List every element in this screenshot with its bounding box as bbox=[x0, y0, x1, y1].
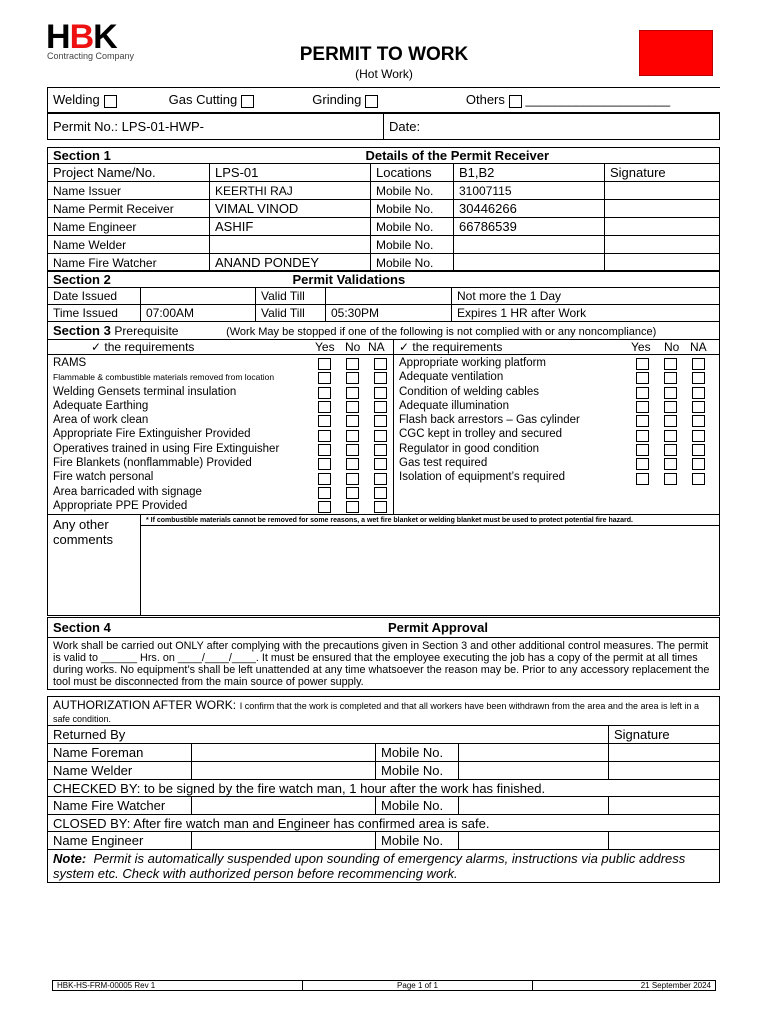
receiver-mobile-value[interactable]: 30446266 bbox=[454, 200, 605, 218]
left-yes-label: Yes bbox=[315, 340, 335, 354]
left-checkbox-grid bbox=[318, 357, 387, 514]
engineer-mobile-label: Mobile No. bbox=[371, 218, 454, 236]
section-2-title: Section 2 bbox=[48, 271, 326, 288]
receiver-signature[interactable] bbox=[605, 200, 720, 218]
left-req-header: ✓ the requirements Yes No NA bbox=[48, 340, 394, 355]
left-requirement-9: Area barricaded with signage bbox=[53, 485, 202, 498]
right-req-header: ✓ the requirements Yes No NA bbox=[394, 340, 720, 355]
auth-fire-watcher-signature[interactable] bbox=[609, 797, 720, 815]
right-req-2-no-checkbox[interactable] bbox=[664, 387, 677, 399]
work-type-welding[interactable]: Welding bbox=[53, 92, 165, 107]
left-na-label: NA bbox=[368, 340, 385, 354]
left-requirements bbox=[48, 355, 394, 515]
auth-engineer-signature[interactable] bbox=[609, 832, 720, 850]
fire-watcher-signature[interactable] bbox=[605, 254, 720, 272]
left-req-9-na-checkbox[interactable] bbox=[374, 487, 387, 499]
right-req-2-yes-checkbox[interactable] bbox=[636, 387, 649, 399]
foreman-mobile-value[interactable] bbox=[459, 744, 609, 762]
work-type-row bbox=[48, 88, 721, 113]
right-req-6-no-checkbox[interactable] bbox=[664, 444, 677, 456]
authorization-table bbox=[47, 696, 720, 883]
fire-watcher-label: Name Fire Watcher bbox=[48, 254, 210, 272]
returned-by-label: Returned By bbox=[48, 726, 609, 744]
section-2-heading: Permit Validations bbox=[326, 271, 720, 288]
note-box bbox=[48, 850, 720, 883]
date-issued-label: Date Issued bbox=[48, 288, 141, 305]
left-req-4-yes-checkbox[interactable] bbox=[318, 415, 331, 427]
left-req-1-na-checkbox[interactable] bbox=[374, 372, 387, 384]
permit-no-table bbox=[47, 113, 720, 140]
left-req-10-no-checkbox[interactable] bbox=[346, 501, 359, 513]
section-4-text: Work shall be carried out ONLY after complying with the precautions given in Section 3 and other additional control measures. The permit is valid to ______ Hrs. on ____/____/____. It must be ensured that the employee executing the job has a copy of the permit at all times during works. No equipment’s shall be left unattended at any time whatsoever the reason may be. Prior to any accessory replacement the tool must be disconnected from the main source of power supply. bbox=[48, 638, 720, 690]
engineer-value[interactable]: ASHIF bbox=[210, 218, 371, 236]
foreman-signature[interactable] bbox=[609, 744, 720, 762]
gas-cutting-checkbox[interactable] bbox=[241, 95, 254, 108]
right-req-5-na-checkbox[interactable] bbox=[692, 430, 705, 442]
fire-watcher-mobile-value[interactable] bbox=[454, 254, 605, 272]
left-no-label: No bbox=[345, 340, 361, 354]
fire-watcher-mobile-label: Mobile No. bbox=[371, 254, 454, 272]
left-req-5-no-checkbox[interactable] bbox=[346, 430, 359, 442]
signature-label: Signature bbox=[605, 164, 720, 182]
authorization-text: I confirm that the work is completed and that all workers have been withdrawn from the area and the area is left in a safe condition. bbox=[53, 701, 699, 724]
foreman-mobile-label: Mobile No. bbox=[376, 744, 459, 762]
section-3-prereq: Prerequisite bbox=[114, 324, 179, 338]
section-4-title: Section 4 bbox=[53, 620, 111, 635]
fire-watcher-value[interactable]: ANAND PONDEY bbox=[210, 254, 371, 272]
foreman-label: Name Foreman bbox=[48, 744, 192, 762]
section-1-heading: Details of the Permit Receiver bbox=[454, 148, 720, 164]
left-req-10-yes-checkbox[interactable] bbox=[318, 501, 331, 513]
right-req-8-no-checkbox[interactable] bbox=[664, 473, 677, 485]
footer-page: Page 1 of 1 bbox=[303, 981, 533, 991]
right-req-4-no-checkbox[interactable] bbox=[664, 415, 677, 427]
footer-date: 21 September 2024 bbox=[533, 981, 716, 991]
logo-letter-b: B bbox=[69, 18, 94, 56]
right-req-4-na-checkbox[interactable] bbox=[692, 415, 705, 427]
left-req-6-no-checkbox[interactable] bbox=[346, 444, 359, 456]
left-req-8-no-checkbox[interactable] bbox=[346, 473, 359, 485]
left-req-4-na-checkbox[interactable] bbox=[374, 415, 387, 427]
auth-welder-mobile-value[interactable] bbox=[459, 762, 609, 780]
project-name-value[interactable]: LPS-01 bbox=[210, 164, 371, 182]
logo-letter-h: H bbox=[46, 18, 70, 56]
right-req-7-yes-checkbox[interactable] bbox=[636, 458, 649, 470]
time-issued-value[interactable]: 07:00AM bbox=[141, 305, 256, 322]
right-req-1-yes-checkbox[interactable] bbox=[636, 372, 649, 384]
checked-by-text: CHECKED BY: to be signed by the fire watch man, 1 hour after the work has finished. bbox=[48, 780, 720, 797]
section-2-table bbox=[47, 270, 720, 322]
right-req-3-no-checkbox[interactable] bbox=[664, 401, 677, 413]
note-label: Note: bbox=[53, 851, 87, 866]
right-requirement-5: CGC kept in trolley and secured bbox=[399, 428, 562, 441]
permit-no-field[interactable]: Permit No.: LPS-01-HWP- bbox=[48, 114, 384, 140]
issuer-value[interactable]: KEERTHI RAJ bbox=[210, 182, 371, 200]
left-req-2-no-checkbox[interactable] bbox=[346, 387, 359, 399]
time-issued-label: Time Issued bbox=[48, 305, 141, 322]
footer-doc-number: HBK-HS-FRM-00005 Rev 1 bbox=[53, 981, 303, 991]
right-requirement-2: Condition of welding cables bbox=[399, 385, 540, 398]
valid-till-time-value[interactable]: 05:30PM bbox=[326, 305, 452, 322]
auth-welder-mobile-label: Mobile No. bbox=[376, 762, 459, 780]
right-req-8-yes-checkbox[interactable] bbox=[636, 473, 649, 485]
red-status-box bbox=[639, 30, 713, 76]
authorization-title: AUTHORIZATION AFTER WORK: bbox=[53, 698, 237, 712]
receiver-value[interactable]: VIMAL VINOD bbox=[210, 200, 371, 218]
section-1-title: Section 1 bbox=[48, 148, 454, 164]
issuer-mobile-label: Mobile No. bbox=[371, 182, 454, 200]
welder-value[interactable] bbox=[210, 236, 371, 254]
grinding-checkbox[interactable] bbox=[365, 95, 378, 108]
right-req-7-na-checkbox[interactable] bbox=[692, 458, 705, 470]
receiver-mobile-label: Mobile No. bbox=[371, 200, 454, 218]
auth-welder-label: Name Welder bbox=[48, 762, 192, 780]
left-req-9-yes-checkbox[interactable] bbox=[318, 487, 331, 499]
left-requirement-7: Fire Blankets (nonflammable) Provided bbox=[53, 457, 252, 470]
date-field[interactable]: Date: bbox=[384, 114, 720, 140]
left-requirement-0: RAMS bbox=[53, 357, 87, 369]
left-requirement-2: Welding Gensets terminal insulation bbox=[53, 385, 237, 398]
left-req-1-yes-checkbox[interactable] bbox=[318, 372, 331, 384]
left-req-7-yes-checkbox[interactable] bbox=[318, 458, 331, 470]
right-req-1-na-checkbox[interactable] bbox=[692, 372, 705, 384]
others-line[interactable]: ____________________ bbox=[525, 92, 671, 108]
left-req-8-yes-checkbox[interactable] bbox=[318, 473, 331, 485]
right-req-3-na-checkbox[interactable] bbox=[692, 401, 705, 413]
project-name-label: Project Name/No. bbox=[48, 164, 210, 182]
auth-engineer-mobile-value[interactable] bbox=[459, 832, 609, 850]
locations-value[interactable]: B1,B2 bbox=[454, 164, 605, 182]
right-req-3-yes-checkbox[interactable] bbox=[636, 401, 649, 413]
left-requirement-10: Appropriate PPE Provided bbox=[53, 499, 188, 512]
left-req-6-na-checkbox[interactable] bbox=[374, 444, 387, 456]
left-req-7-na-checkbox[interactable] bbox=[374, 458, 387, 470]
logo-subtitle: Contracting Company bbox=[47, 51, 135, 61]
auth-fire-watcher-mobile-label: Mobile No. bbox=[376, 797, 459, 815]
left-req-0-na-checkbox[interactable] bbox=[374, 358, 387, 370]
right-req-8-na-checkbox[interactable] bbox=[692, 473, 705, 485]
work-type-grinding[interactable]: Grinding bbox=[312, 92, 462, 107]
right-req-5-no-checkbox[interactable] bbox=[664, 430, 677, 442]
auth-fire-watcher-value[interactable] bbox=[192, 797, 376, 815]
auth-engineer-label: Name Engineer bbox=[48, 832, 192, 850]
right-na-label: NA bbox=[690, 340, 707, 354]
receiver-label: Name Permit Receiver bbox=[48, 200, 210, 218]
left-req-8-na-checkbox[interactable] bbox=[374, 473, 387, 485]
right-requirement-4: Flash back arrestors – Gas cylinder bbox=[399, 414, 580, 427]
auth-fire-watcher-mobile-value[interactable] bbox=[459, 797, 609, 815]
section-4-table bbox=[47, 617, 720, 690]
logo-letter-k: K bbox=[93, 18, 117, 56]
other-comments-label: Any other comments bbox=[48, 515, 141, 616]
welder-label: Name Welder bbox=[48, 236, 210, 254]
valid-till-time-label: Valid Till bbox=[256, 305, 326, 322]
left-req-2-na-checkbox[interactable] bbox=[374, 387, 387, 399]
work-type-table bbox=[47, 87, 720, 113]
left-req-3-na-checkbox[interactable] bbox=[374, 401, 387, 413]
note-text: Permit is automatically suspended upon sounding of emergency alarms, instructions via public address system etc. Check with authorized person before recommencing work. bbox=[53, 851, 686, 881]
left-req-1-no-checkbox[interactable] bbox=[346, 372, 359, 384]
left-requirement-4: Area of work clean bbox=[53, 414, 149, 427]
right-req-4-yes-checkbox[interactable] bbox=[636, 415, 649, 427]
right-req-0-no-checkbox[interactable] bbox=[664, 358, 677, 370]
left-req-0-yes-checkbox[interactable] bbox=[318, 358, 331, 370]
page-title: PERMIT TO WORK bbox=[299, 44, 469, 65]
auth-signature-label: Signature bbox=[609, 726, 720, 744]
others-checkbox[interactable] bbox=[509, 95, 522, 108]
right-req-2-na-checkbox[interactable] bbox=[692, 387, 705, 399]
section-3-table bbox=[47, 321, 720, 616]
expires-text: Expires 1 HR after Work bbox=[452, 305, 720, 322]
right-req-0-yes-checkbox[interactable] bbox=[636, 358, 649, 370]
page-subtitle: (Hot Work) bbox=[355, 67, 413, 81]
auth-fire-watcher-label: Name Fire Watcher bbox=[48, 797, 192, 815]
right-req-6-na-checkbox[interactable] bbox=[692, 444, 705, 456]
right-req-7-no-checkbox[interactable] bbox=[664, 458, 677, 470]
locations-label: Locations bbox=[371, 164, 454, 182]
engineer-signature[interactable] bbox=[605, 218, 720, 236]
welder-mobile-value[interactable] bbox=[454, 236, 605, 254]
work-type-others[interactable]: Others ____________________ bbox=[465, 92, 671, 108]
section-4-heading: Permit Approval bbox=[388, 620, 488, 635]
left-req-3-yes-checkbox[interactable] bbox=[318, 401, 331, 413]
left-req-2-yes-checkbox[interactable] bbox=[318, 387, 331, 399]
date-issued-value[interactable] bbox=[141, 288, 256, 305]
left-req-3-no-checkbox[interactable] bbox=[346, 401, 359, 413]
welder-signature[interactable] bbox=[605, 236, 720, 254]
left-req-7-no-checkbox[interactable] bbox=[346, 458, 359, 470]
right-req-0-na-checkbox[interactable] bbox=[692, 358, 705, 370]
left-req-5-na-checkbox[interactable] bbox=[374, 430, 387, 442]
engineer-mobile-value[interactable]: 66786539 bbox=[454, 218, 605, 236]
issuer-signature[interactable] bbox=[605, 182, 720, 200]
closed-by-text: CLOSED BY: After fire watch man and Engineer has confirmed area is safe. bbox=[48, 815, 720, 832]
footer-table bbox=[52, 980, 716, 991]
right-req-1-no-checkbox[interactable] bbox=[664, 372, 677, 384]
right-requirement-1: Adequate ventilation bbox=[399, 371, 504, 384]
work-type-gas-cutting[interactable]: Gas Cutting bbox=[169, 92, 309, 107]
welder-mobile-label: Mobile No. bbox=[371, 236, 454, 254]
left-requirement-8: Fire watch personal bbox=[53, 471, 154, 484]
section-1-table bbox=[47, 147, 720, 272]
right-checkbox-grid bbox=[636, 357, 705, 486]
left-requirement-3: Adequate Earthing bbox=[53, 399, 149, 412]
left-req-6-yes-checkbox[interactable] bbox=[318, 444, 331, 456]
valid-till-value[interactable] bbox=[326, 288, 452, 305]
not-more-text: Not more the 1 Day bbox=[452, 288, 720, 305]
right-yes-label: Yes bbox=[631, 340, 651, 354]
left-req-10-na-checkbox[interactable] bbox=[374, 501, 387, 513]
left-req-9-no-checkbox[interactable] bbox=[346, 487, 359, 499]
auth-welder-signature[interactable] bbox=[609, 762, 720, 780]
right-requirements bbox=[394, 355, 720, 515]
right-no-label: No bbox=[664, 340, 680, 354]
section-3-note: (Work May be stopped if one of the following is not complied with or any noncompliance) bbox=[226, 326, 657, 338]
left-requirement-5: Appropriate Fire Extinguisher Provided bbox=[53, 428, 251, 441]
right-requirement-7: Gas test required bbox=[399, 457, 488, 470]
left-req-4-no-checkbox[interactable] bbox=[346, 415, 359, 427]
engineer-label: Name Engineer bbox=[48, 218, 210, 236]
right-requirement-3: Adequate illumination bbox=[399, 399, 509, 412]
valid-till-label: Valid Till bbox=[256, 288, 326, 305]
foreman-value[interactable] bbox=[192, 744, 376, 762]
auth-engineer-mobile-label: Mobile No. bbox=[376, 832, 459, 850]
auth-engineer-value[interactable] bbox=[192, 832, 376, 850]
welding-checkbox[interactable] bbox=[104, 95, 117, 108]
left-req-5-yes-checkbox[interactable] bbox=[318, 430, 331, 442]
other-comments-field[interactable] bbox=[141, 526, 720, 616]
section-4-header bbox=[48, 618, 720, 638]
right-requirement-0: Appropriate working platform bbox=[399, 357, 547, 369]
left-requirement-6: Operatives trained in using Fire Extinguisher bbox=[53, 442, 280, 455]
right-requirement-8: Isolation of equipment’s required bbox=[399, 471, 566, 484]
blanket-note: * If combustible materials cannot be removed for some reasons, a wet fire blanket or welding blanket must be used to protect potential fire hazard. bbox=[141, 515, 720, 526]
auth-welder-value[interactable] bbox=[192, 762, 376, 780]
right-req-6-yes-checkbox[interactable] bbox=[636, 444, 649, 456]
authorization-header bbox=[48, 697, 720, 726]
right-req-5-yes-checkbox[interactable] bbox=[636, 430, 649, 442]
section-3-title: Section 3 bbox=[53, 323, 111, 338]
issuer-mobile-value[interactable]: 31007115 bbox=[454, 182, 605, 200]
left-requirement-1: Flammable & combustible materials removed from location bbox=[53, 372, 275, 383]
section-3-header bbox=[48, 322, 720, 340]
issuer-label: Name Issuer bbox=[48, 182, 210, 200]
left-req-0-no-checkbox[interactable] bbox=[346, 358, 359, 370]
right-requirement-6: Regulator in good condition bbox=[399, 442, 540, 455]
